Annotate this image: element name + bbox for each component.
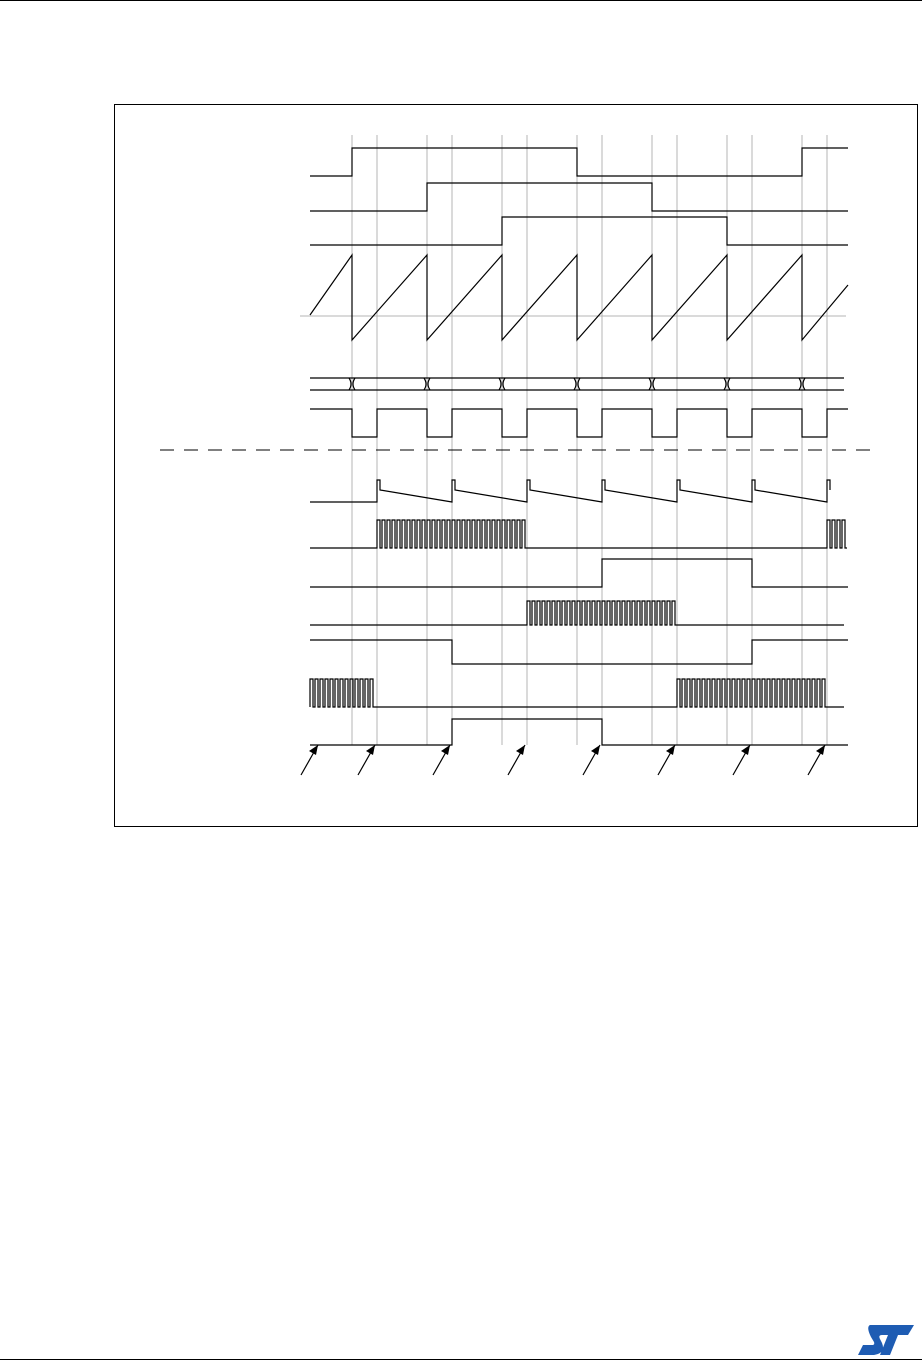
st-logo-mark bbox=[858, 1325, 914, 1355]
event-arrow-6 bbox=[733, 745, 750, 775]
event-arrow-2 bbox=[433, 745, 450, 775]
signal-traces bbox=[310, 148, 848, 745]
event-arrow-head bbox=[441, 745, 450, 755]
page-bottom-rule bbox=[0, 1359, 922, 1360]
upper-signal-2-digital bbox=[310, 217, 848, 245]
lower-signal-6-digital bbox=[310, 719, 848, 745]
timing-grid bbox=[300, 135, 846, 745]
upper-signal-1-digital bbox=[310, 183, 848, 211]
upper-signal-5-digital bbox=[310, 409, 848, 437]
st-logo bbox=[856, 1323, 916, 1357]
event-arrow-7 bbox=[808, 745, 825, 775]
event-arrow-head bbox=[516, 745, 525, 755]
lower-signal-4-digital bbox=[310, 640, 848, 664]
event-arrow-head bbox=[666, 745, 675, 755]
event-arrows bbox=[301, 745, 825, 775]
event-arrow-head bbox=[309, 745, 318, 755]
event-arrow-3 bbox=[508, 745, 525, 775]
event-arrow-head bbox=[741, 745, 750, 755]
event-arrow-5 bbox=[658, 745, 675, 775]
lower-signal-0-pulses bbox=[310, 480, 830, 502]
event-arrow-head bbox=[366, 745, 375, 755]
upper-signal-0-digital bbox=[310, 148, 848, 176]
event-arrow-head bbox=[816, 745, 825, 755]
upper-signal-3-sawtooth bbox=[310, 255, 848, 340]
event-arrow-1 bbox=[358, 745, 375, 775]
event-arrow-0 bbox=[301, 745, 318, 775]
lower-signal-1-pwm bbox=[310, 520, 847, 548]
event-arrow-head bbox=[591, 745, 600, 755]
event-arrow-4 bbox=[583, 745, 600, 775]
lower-signal-3-pwm bbox=[310, 601, 844, 625]
lower-signal-2-digital bbox=[310, 559, 848, 587]
